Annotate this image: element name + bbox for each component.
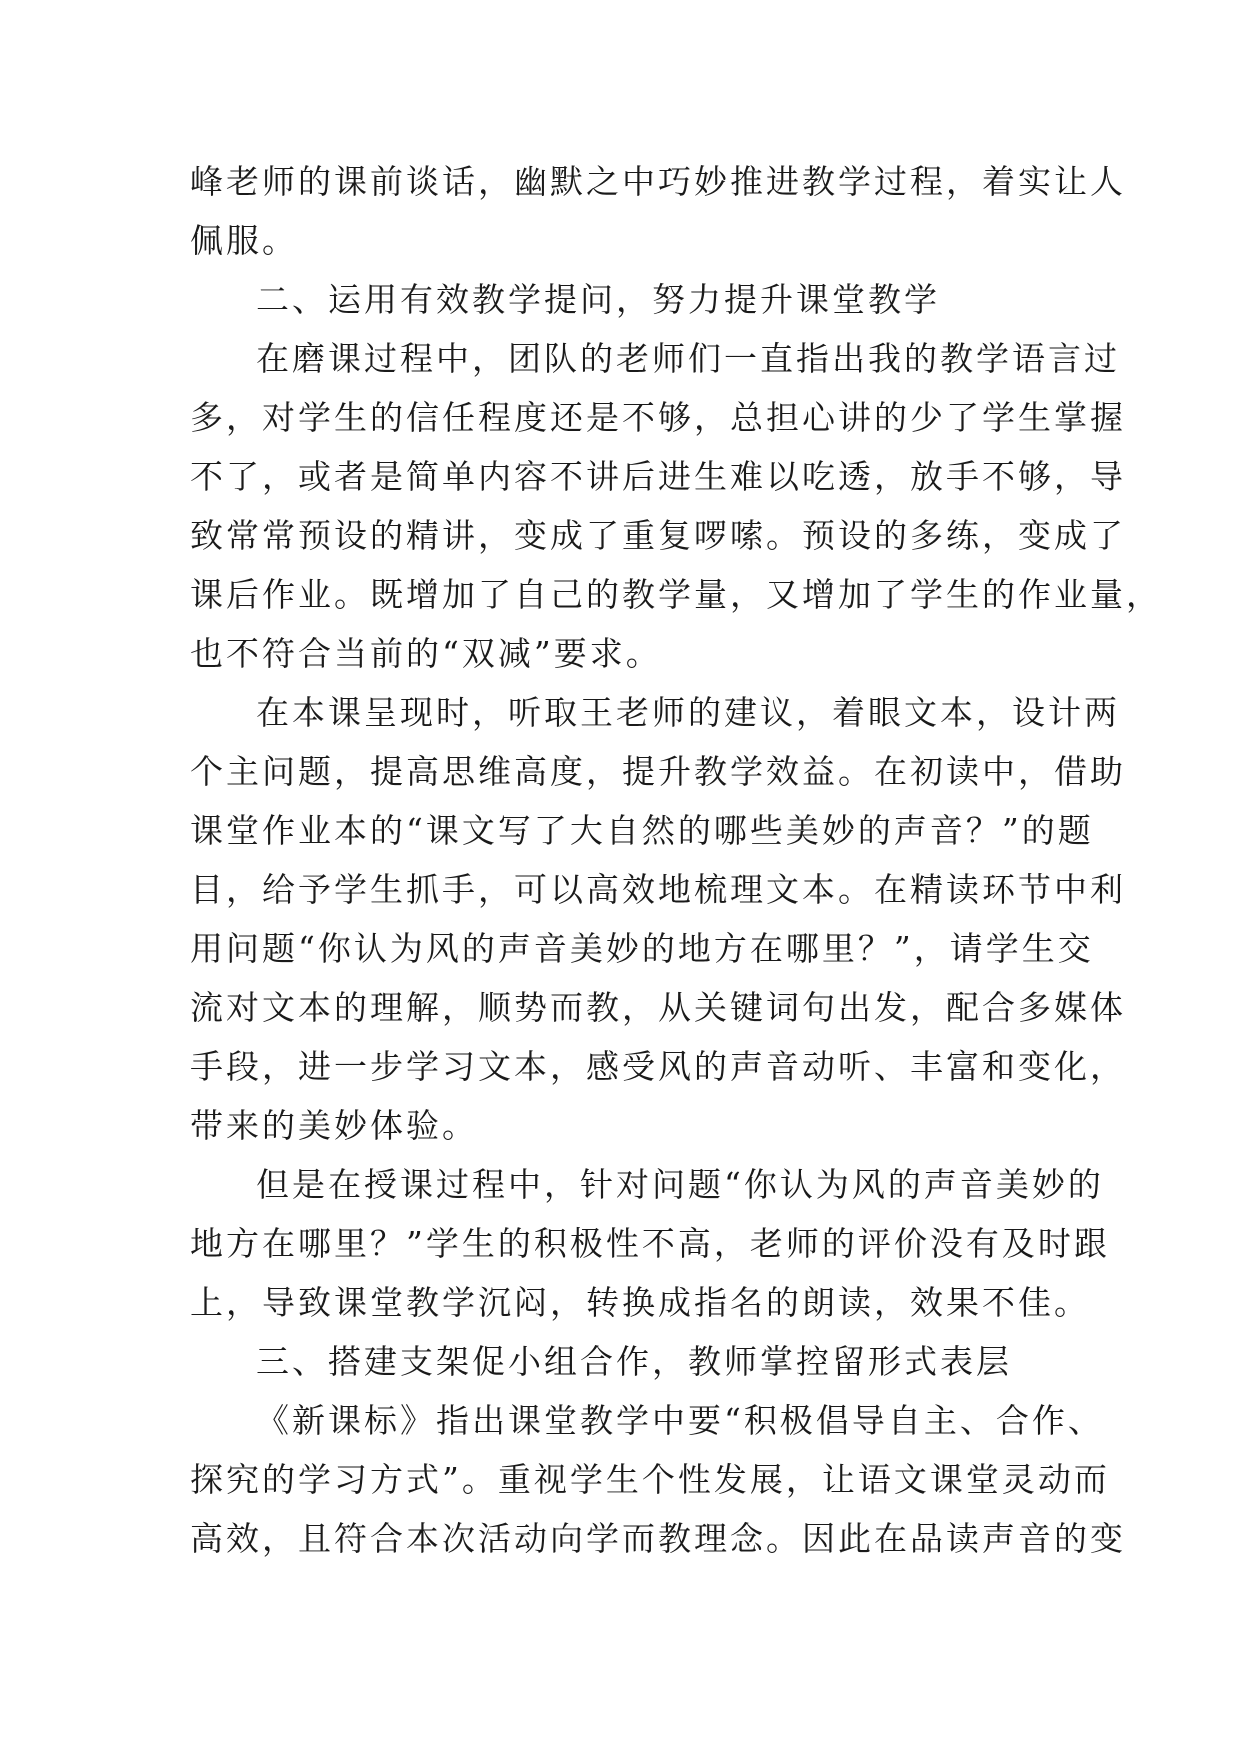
paragraph-continuation-line: 峰老师的课前谈话，幽默之中巧妙推进教学过程，着实让人 (190, 162, 1126, 201)
section-heading-2: 二、运用有效教学提问，努力提升课堂教学 (256, 280, 940, 319)
paragraph-line: 用问题“你认为风的声音美妙的地方在哪里？”，请学生交 (190, 929, 1094, 968)
paragraph-line: 课后作业。既增加了自己的教学量，又增加了学生的作业量， (190, 575, 1162, 614)
paragraph-line: 带来的美妙体验。 (190, 1106, 478, 1145)
paragraph-line: 不了，或者是简单内容不讲后进生难以吃透，放手不够，导 (190, 457, 1126, 496)
paragraph-line: 高效，且符合本次活动向学而教理念。因此在品读声音的变 (190, 1519, 1126, 1558)
paragraph-line: 地方在哪里？”学生的积极性不高，老师的评价没有及时跟 (190, 1224, 1110, 1263)
paragraph-line: 也不符合当前的“双减”要求。 (190, 634, 662, 673)
section-heading-3: 三、搭建支架促小组合作，教师掌控留形式表层 (256, 1342, 1012, 1381)
paragraph-line: 个主问题，提高思维高度，提升教学效益。在初读中，借助 (190, 752, 1126, 791)
paragraph-line: 多，对学生的信任程度还是不够，总担心讲的少了学生掌握 (190, 398, 1126, 437)
paragraph-first-line: 《新课标》指出课堂教学中要“积极倡导自主、合作、 (256, 1401, 1104, 1440)
paragraph-first-line: 在磨课过程中，团队的老师们一直指出我的教学语言过 (256, 339, 1120, 378)
paragraph-line: 上，导致课堂教学沉闷，转换成指名的朗读，效果不佳。 (190, 1283, 1090, 1322)
paragraph-first-line: 在本课呈现时，听取王老师的建议，着眼文本，设计两 (256, 693, 1120, 732)
paragraph-line: 流对文本的理解，顺势而教，从关键词句出发，配合多媒体 (190, 988, 1126, 1027)
document-page (190, 152, 1162, 1568)
paragraph-continuation-line: 佩服。 (190, 221, 298, 260)
paragraph-line: 探究的学习方式”。重视学生个性发展，让语文课堂灵动而 (190, 1460, 1110, 1499)
paragraph-first-line: 但是在授课过程中，针对问题“你认为风的声音美妙的 (256, 1165, 1104, 1204)
paragraph-line: 目，给予学生抓手，可以高效地梳理文本。在精读环节中利 (190, 870, 1126, 909)
paragraph-line: 课堂作业本的“课文写了大自然的哪些美妙的声音？”的题 (190, 811, 1094, 850)
paragraph-line: 致常常预设的精讲，变成了重复啰嗦。预设的多练，变成了 (190, 516, 1126, 555)
paragraph-line: 手段，进一步学习文本，感受风的声音动听、丰富和变化， (190, 1047, 1126, 1086)
